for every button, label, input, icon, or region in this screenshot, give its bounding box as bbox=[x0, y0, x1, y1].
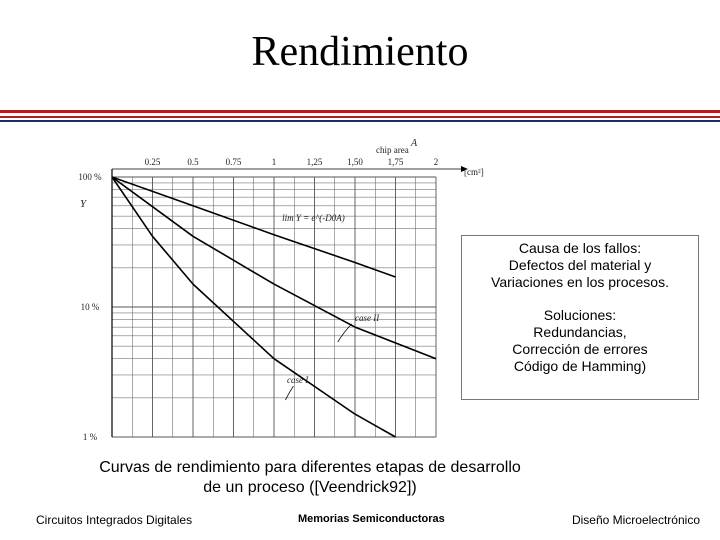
footer-topic: Memorias Semiconductoras bbox=[298, 513, 445, 525]
x-tick-label: 0.75 bbox=[225, 157, 242, 167]
x-tick-label: 1,50 bbox=[347, 157, 363, 167]
x-tick-label: 0.5 bbox=[187, 157, 199, 167]
title-rule-blue bbox=[0, 120, 720, 122]
y-tick-label: 100 % bbox=[78, 172, 102, 182]
figure-caption bbox=[40, 458, 580, 498]
slide-title: Rendimiento bbox=[251, 29, 469, 75]
y-tick-label: 10 % bbox=[80, 302, 100, 312]
causes-line-1: Defectos del material y bbox=[508, 257, 652, 273]
yield-chart bbox=[60, 135, 484, 445]
solutions-line-2: Corrección de errores bbox=[512, 341, 648, 357]
title-rule-red bbox=[0, 110, 720, 113]
x-tick-label: 0.25 bbox=[144, 157, 161, 167]
solutions-title: Soluciones: bbox=[543, 307, 617, 323]
footer-course: Circuitos Integrados Digitales bbox=[36, 513, 193, 527]
chart-grid bbox=[112, 166, 468, 437]
title-rule-red-thin bbox=[0, 116, 720, 118]
causes-title: Causa de los fallos: bbox=[518, 240, 642, 256]
footer-department: Diseño Microelectrónico bbox=[571, 513, 700, 527]
leader-case-2 bbox=[338, 324, 352, 342]
x-tick-label: 1 bbox=[271, 157, 277, 167]
annotation-case-2: case II bbox=[355, 313, 380, 324]
x-tick-label: 1,25 bbox=[306, 157, 323, 167]
caption-line-2: de un proceso ([Veendrick92]) bbox=[203, 479, 417, 496]
y-axis-symbol: Y bbox=[80, 198, 87, 210]
x-unit-label: [cm²] bbox=[464, 167, 484, 177]
solutions-line-1: Redundancias, bbox=[533, 324, 627, 340]
causes-solutions-callout bbox=[461, 235, 699, 400]
x-tick-label: 2 bbox=[433, 157, 439, 167]
annotation-case-1: case I bbox=[286, 375, 309, 386]
annotation-limit: lim Y = e^(-D0A) bbox=[282, 212, 345, 223]
chart-labels bbox=[78, 138, 483, 442]
solutions-line-3: Código de Hamming) bbox=[513, 358, 647, 374]
x-axis-label: chip area bbox=[376, 145, 409, 155]
y-tick-label: 1 % bbox=[82, 432, 98, 442]
caption-line-1: Curvas de rendimiento para diferentes etapas de desarrollo bbox=[99, 459, 521, 476]
causes-line-2: Variaciones en los procesos. bbox=[491, 274, 669, 290]
x-tick-label: 1,75 bbox=[387, 157, 404, 167]
x-axis-symbol: A bbox=[411, 138, 418, 149]
